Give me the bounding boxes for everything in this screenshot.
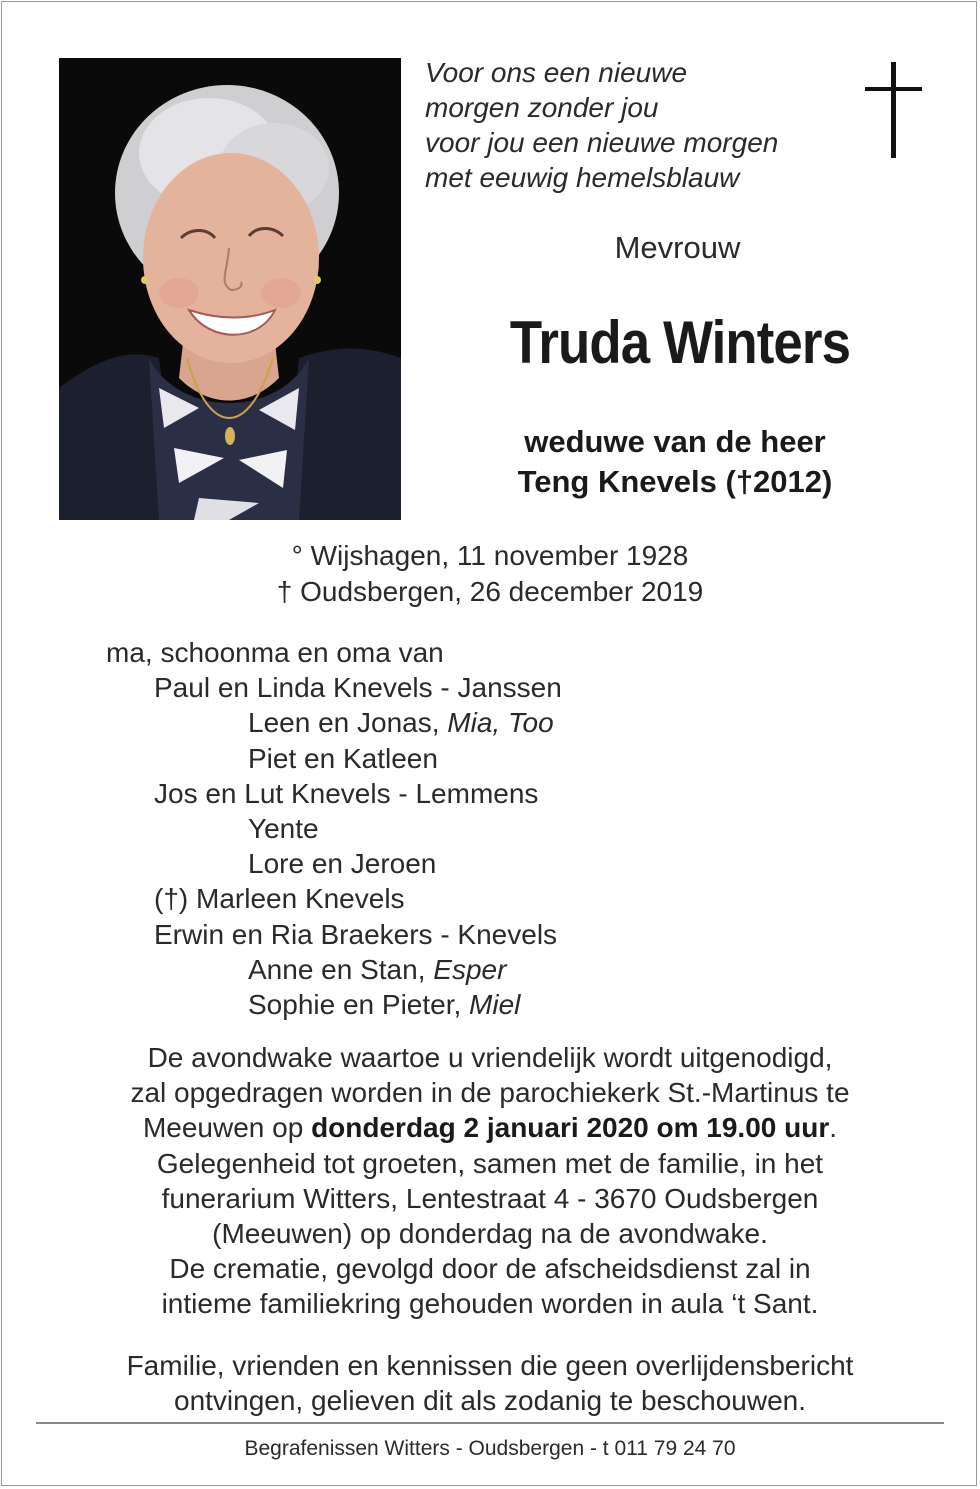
list-item: [0, 776, 562, 811]
list-item: [0, 881, 562, 916]
cross-icon: [864, 62, 924, 160]
list-item: [0, 811, 562, 846]
ceremony-line: intieme familiekring gehouden worden in aula ‘t Sant.: [161, 1288, 819, 1320]
divider: [36, 1422, 944, 1424]
ceremony-line: [40, 1110, 940, 1145]
list-item: [0, 917, 562, 952]
poem-line: voor jou een nieuwe morgen: [425, 127, 779, 158]
family-list: [0, 635, 562, 1022]
funeral-home-footer: Begrafenissen Witters - Oudsbergen - t 011 79 24 70: [244, 1437, 736, 1460]
notice: [40, 1348, 940, 1418]
poem-line: met eeuwig hemelsblauw: [425, 162, 740, 193]
family-member: (†) Marleen Knevels: [154, 883, 405, 915]
ceremony-line: De avondwake waartoe u vriendelijk wordt uitgenodigd,: [147, 1042, 833, 1073]
list-item: [0, 705, 562, 740]
poem-line: Voor ons een nieuwe: [425, 57, 688, 88]
ceremony-line: (Meeuwen) op donderdag na de avondwake.: [212, 1218, 768, 1250]
family-member: Sophie en Pieter,: [248, 988, 470, 1020]
ceremony-line: zal opgedragen worden in de parochiekerk St.-Martinus te: [130, 1077, 850, 1109]
family-member: Piet en Katleen: [248, 742, 438, 774]
notice-line: ontvingen, gelieven dit als zodanig te beschouwen.: [174, 1385, 806, 1416]
poem-line: morgen zonder jou: [425, 92, 659, 123]
family-member: Erwin en Ria Braekers - Knevels: [154, 918, 558, 950]
list-item: [0, 952, 562, 987]
family-member: Paul en Linda Knevels - Janssen: [154, 672, 562, 704]
list-item: [0, 987, 562, 1022]
spouse-line: weduwe van de heer: [524, 424, 826, 459]
family-intro: ma, schoonma en oma van: [106, 637, 444, 668]
family-member-children: Esper: [433, 953, 507, 985]
spouse-line: Teng Knevels (†2012): [517, 464, 833, 499]
family-member: Jos en Lut Knevels - Lemmens: [154, 777, 539, 809]
ceremony-text: .: [829, 1112, 838, 1144]
list-item: [0, 846, 562, 881]
ceremony-line: De crematie, gevolgd door de afscheidsdienst zal in: [169, 1253, 811, 1285]
family-member: Leen en Jonas,: [248, 707, 448, 739]
ceremony-text: Meeuwen op: [142, 1112, 312, 1144]
life-dates: [0, 538, 980, 610]
death-date: † Oudsbergen, 26 december 2019: [276, 576, 704, 607]
list-item: [0, 670, 562, 705]
list-item: [0, 741, 562, 776]
birth-date: ° Wijshagen, 11 november 1928: [291, 540, 689, 571]
notice-line: Familie, vrienden en kennissen die geen overlijdensbericht: [126, 1350, 854, 1381]
family-member: Lore en Jeroen: [248, 848, 437, 880]
poem: [425, 55, 845, 195]
portrait-photo: [59, 58, 401, 520]
ceremony-line: funerarium Witters, Lentestraat 4 - 3670 Oudsbergen: [161, 1182, 819, 1214]
family-member: Yente: [248, 812, 319, 844]
ceremony-datetime: donderdag 2 januari 2020 om 19.00 uur: [311, 1112, 830, 1144]
family-member-children: Miel: [469, 988, 521, 1020]
honorific: Mevrouw: [614, 230, 741, 265]
spouse-info: [465, 422, 885, 502]
family-member-children: Mia, Too: [447, 707, 554, 739]
family-member: Anne en Stan,: [248, 953, 434, 985]
ceremony-info: [40, 1040, 940, 1322]
deceased-name: Truda Winters: [509, 309, 851, 376]
ceremony-line: Gelegenheid tot groeten, samen met de familie, in het: [156, 1147, 824, 1179]
